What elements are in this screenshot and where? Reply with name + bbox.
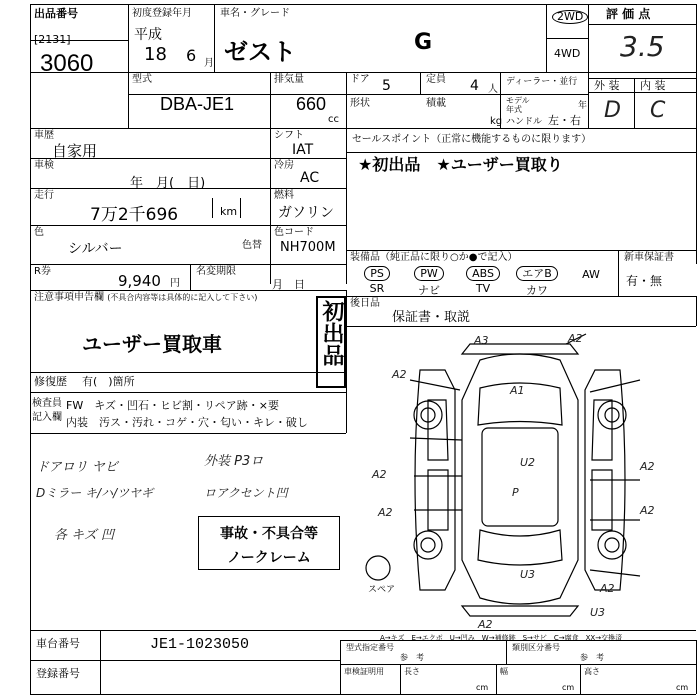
warranty-value: 有・無 (626, 274, 663, 288)
handle-label: ハンドル (506, 117, 543, 127)
chassis-label: 車台番号 (36, 637, 80, 650)
overall-score: 3.5 (620, 30, 665, 63)
mark-a1-roof: A1 (510, 384, 525, 397)
color-value: シルバー (68, 241, 123, 257)
name-change-value: 月 日 (272, 278, 305, 291)
mark-a2-left-front: A2 (392, 368, 407, 381)
history-label: 車歴 (34, 130, 54, 141)
fuel-value: ガソリン (278, 205, 334, 221)
capacity: 4 (470, 78, 479, 94)
model-code: DBA-JE1 (160, 94, 235, 114)
notes-value: ユーザー買取車 (82, 332, 222, 356)
hand-note-right-2: ロアクセント凹 (204, 486, 288, 500)
load-unit: kg (490, 116, 503, 127)
car-name: ゼスト (224, 38, 296, 66)
inspector-label-bottom: 記入欄 (32, 412, 62, 423)
repair-value: 有( )箇所 (82, 375, 135, 388)
dealer-label: ディーラー・並行 (506, 77, 578, 87)
equip-navi: ナビ (418, 284, 440, 297)
fuel-label: 燃料 (274, 190, 294, 201)
era: 平成 (134, 27, 162, 43)
capacity-unit: 人 (488, 84, 498, 95)
mark-u3-rear: U3 (520, 568, 536, 581)
spare-label: スペア (368, 585, 396, 595)
type-designation-label: 型式指定番号 (346, 643, 394, 652)
inspector-row-2: 内装 汚ス・汚れ・コゲ・穴・匂い・キレ・破し (66, 416, 308, 429)
height-unit: cm (676, 683, 689, 692)
equip-tv: TV (475, 282, 491, 295)
mark-p-body: P (512, 486, 519, 499)
history-value: 自家用 (52, 142, 98, 160)
displacement: 660 (296, 94, 327, 114)
lot-number: 3060 (40, 50, 94, 77)
recycle-value: 9,940 (118, 272, 161, 290)
mark-a2-left-rear: A2 (378, 506, 393, 519)
mileage-label: 走行 (34, 190, 54, 201)
drive-4wd: 4WD (554, 47, 581, 60)
notes-label: 注意事項申告欄 (不具合内容等は具体的に記入して下さい) (34, 292, 258, 303)
color-label: 色 (34, 227, 44, 238)
equip-leather: カワ (526, 284, 548, 297)
name-change-label: 名変期限 (196, 266, 236, 277)
lot-number-label: 出品番号 (34, 7, 78, 20)
doors: 5 (382, 78, 391, 94)
car-grade: G (414, 30, 433, 55)
capacity-label: 定員 (426, 74, 446, 85)
damage-legend: A→キズ E→エクボ U→凹み W→補修跡 S→サビ C→腐食 XX→交換済 (380, 634, 623, 642)
exterior-grade-label: 外 装 (594, 79, 620, 92)
lot-sub: [2131] (34, 33, 71, 46)
ac-value: AC (300, 170, 320, 186)
model-year-unit: 年 (578, 101, 588, 111)
shift-value: IAT (292, 142, 314, 158)
warranty-label: 新車保証書 (624, 252, 674, 263)
mileage-value: 7万2千696 (90, 205, 179, 225)
model-year-label: モデル年式 (506, 96, 530, 114)
registration-label: 登録番号 (36, 667, 80, 680)
month-unit: 月 (204, 58, 214, 69)
mark-a2-rear-right: A2 (600, 582, 615, 595)
registration-year: 18 (144, 44, 167, 65)
hand-note-2: Dミラー キ/ハ/ツヤギ (36, 486, 154, 500)
handle-value: 左・右 (548, 114, 581, 127)
sales-point-label: セールスポイント（正常に機能するものに限ります） (352, 134, 592, 145)
class-designation-label: 類別区分番号 (512, 643, 560, 652)
equip-aw: AW (582, 268, 600, 281)
inspector-label-top: 検査員 (32, 398, 62, 409)
color-code-label: 色コード (274, 227, 314, 238)
equip-airbag: エアB (514, 266, 560, 281)
first-listing-stamp: 初出品 (316, 296, 346, 388)
car-damage-diagram (350, 330, 690, 630)
attachments-label: 後日品 (350, 298, 380, 309)
equip-pw: PW (406, 266, 452, 281)
height-label: 高さ (584, 667, 600, 676)
width-unit: cm (562, 683, 575, 692)
shape-label: 形状 (350, 98, 370, 109)
doors-label: ドア (350, 74, 370, 85)
score-label: 評 価 点 (606, 7, 651, 21)
interior-grade-label: 内 装 (640, 79, 666, 92)
hand-note-right-1: 外装 P3ロ (204, 454, 264, 469)
attachments-value: 保証書・取説 (392, 310, 471, 325)
equipment-label: 装備品（純正品に限り○か●で記入） (350, 252, 518, 263)
mark-a2-right-rear: A2 (640, 504, 655, 517)
certificate-label: 車検証明用 (344, 667, 384, 676)
mark-u3-rear-right: U3 (590, 606, 606, 619)
mark-u2-roof: U2 (520, 456, 536, 469)
length-unit: cm (476, 683, 489, 692)
hand-note-1: ドアロリ ヤビ (36, 460, 118, 475)
displacement-label: 排気量 (274, 74, 304, 85)
ac-label: 冷房 (274, 160, 294, 171)
type-ref: 参 考 (400, 653, 424, 662)
inspector-row-1: FW キズ・凹石・ヒビ割・リペア跡・×要 (66, 399, 279, 412)
registration-month: 6 (186, 46, 197, 65)
mark-a2-right-door: A2 (640, 460, 655, 473)
load-label: 積載 (426, 98, 446, 109)
color-code-value: NH700M (280, 240, 336, 255)
chassis-value: JE1-1023050 (150, 636, 250, 653)
car-name-label: 車名・グレード (220, 8, 290, 19)
shift-label: シフト (274, 130, 304, 141)
sales-point-value: ★初出品 ★ユーザー買取り (358, 155, 563, 174)
width-label: 幅 (500, 667, 508, 676)
first-registration-label: 初度登録年月 (132, 8, 192, 19)
mark-a2-rear-bumper: A2 (478, 618, 493, 630)
no-claim-stamp: 事故・不具合等 ノークレーム (198, 516, 340, 570)
equip-sr: SR (369, 282, 385, 295)
mark-a3-front: A3 (474, 334, 489, 347)
equip-abs: ABS (460, 266, 506, 281)
recycle-unit: 円 (170, 278, 180, 289)
recycle-label: R券 (34, 266, 51, 277)
repair-label: 修復歴 (34, 375, 67, 388)
hand-note-3: 各 キズ 凹 (54, 528, 115, 543)
length-label: 長さ (404, 667, 420, 676)
inspection-value: 年 月( 日) (130, 176, 206, 191)
color-change-label: 色替 (242, 240, 262, 251)
displacement-unit: cc (328, 114, 339, 125)
mark-a2-left-door: A2 (372, 468, 387, 481)
mileage-unit: km (220, 205, 238, 218)
drive-2wd-circled: 2WD (552, 10, 588, 24)
interior-grade: C (650, 98, 666, 123)
equip-ps: PS (354, 266, 400, 281)
model-label: 型式 (132, 74, 152, 85)
inspection-label: 車検 (34, 160, 54, 171)
class-ref: 参 考 (580, 653, 604, 662)
exterior-grade: D (604, 98, 621, 123)
mark-a2-front-right: A2 (568, 332, 583, 345)
